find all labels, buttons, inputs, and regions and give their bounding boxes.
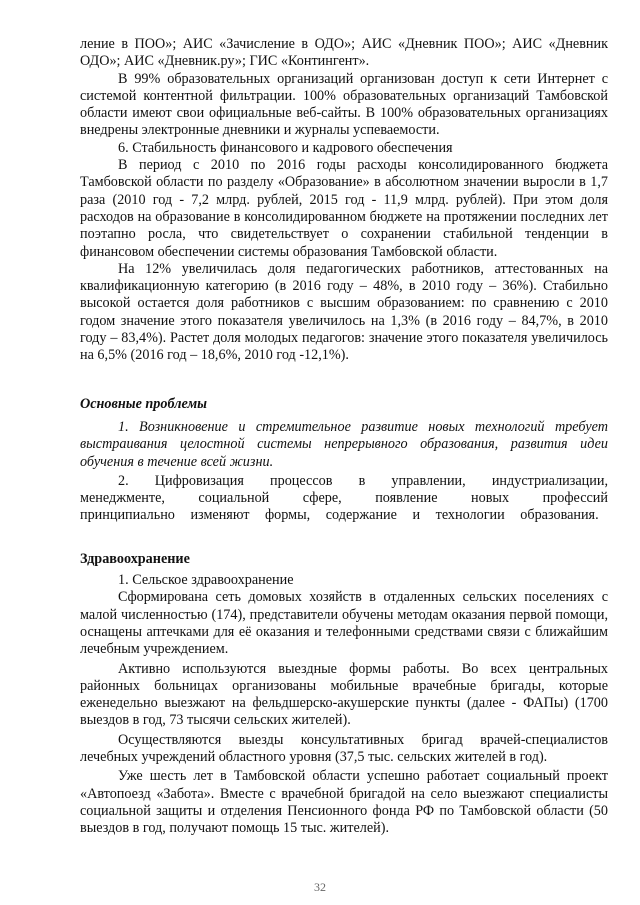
section-subheading-finance: 6. Стабильность финансового и кадрового обеспечения: [118, 139, 453, 156]
paragraph-teachers: На 12% увеличилась доля педагогических работников, аттестованных на квалификационную категорию (в 2016 году – 48%, в 2010 году – 36%). Стабильно высокой остается доля работников с высшим образованием: по сравнению с 2010 годом значение этого показателя увеличилось на 1,3% (в 2016 году – 84,7%, в 2010 году – 83,4%). Растет доля молодых педагогов: значение этого показателя увеличилось на 6,5% (2016 год – 18,6%, 2010 год -12,1%).: [80, 260, 608, 364]
problem-item-1: 1. Возникновение и стремительное развитие новых технологий требует выстраивания целостной системы непрерывного образования, развития идеи обучения в течение всей жизни.: [80, 418, 608, 470]
problem-item-2: 2. Цифровизация процессов в управлении, индустриализации, менеджменте, социальной сфере, появление новых профессий принципиально изменяют формы, содержание и технологии образования.: [80, 472, 608, 524]
subheading-rural-healthcare: 1. Сельское здравоохранение: [118, 572, 294, 589]
paragraph-internet-access: В 99% образовательных организаций организован доступ к сети Интернет с системой контентной фильтрации. 100% образовательных организаций Тамбовской области имеют свои официальные веб-сайты. В 100% образовательных организациях внедрены электронные дневники и журналы успеваемости.: [80, 70, 608, 139]
paragraph-autotrain: Уже шесть лет в Тамбовской области успешно работает социальный проект «Автопоезд «Забота». Вместе с врачебной бригадой на село выезжают специалисты социальной защиты и отделения Пенсионного фонда РФ по Тамбовской области (50 выездов в год, получают помощь 15 тыс. жителей).: [80, 768, 608, 837]
paragraph-budget: В период с 2010 по 2016 годы расходы консолидированного бюджета Тамбовской области по разделу «Образование» в абсолютном значении выросли в 1,7 раза (2010 год - 7,2 млрд. рублей, 2015 год - 11,9 млрд. рублей). При этом доля расходов на образование в консолидированном бюджете на протяжении последних лет поэтапно росла, что свидетельствует о сохранении стабильной тенденции в финансовом обеспечении системы образования Тамбовской области.: [80, 157, 608, 260]
heading-healthcare: Здравоохранение: [80, 550, 190, 567]
heading-main-problems: Основные проблемы: [80, 395, 208, 412]
page-number: 32: [314, 880, 326, 894]
paragraph-mobile-brigades: Активно используются выездные формы работы. Во всех центральных районных больницах организованы мобильные врачебные бригады, которые еженедельно выезжают на фельдшерско-акушерские пункты (далее - ФАПы) (1700 выездов в год, 73 тысячи сельских жителей).: [80, 660, 608, 729]
paragraph-continuation: ление в ПОО»; АИС «Зачисление в ОДО»; АИС «Дневник ПОО»; АИС «Дневник ОДО»; АИС «Дневник.ру»; ГИС «Контингент».: [80, 36, 608, 70]
paragraph-consult-brigades: Осуществляются выезды консультативных бригад врачей-специалистов лечебных учреждений областного уровня (37,5 тыс. сельских жителей в год).: [80, 731, 608, 765]
document-page: [80, 36, 608, 837]
paragraph-households: Сформирована сеть домовых хозяйств в отдаленных сельских поселениях с малой численностью (174), представители обучены методам оказания первой помощи, оснащены аптечками для её оказания и телефонными средствами связи с ближайшим лечебным учреждением.: [80, 589, 608, 658]
